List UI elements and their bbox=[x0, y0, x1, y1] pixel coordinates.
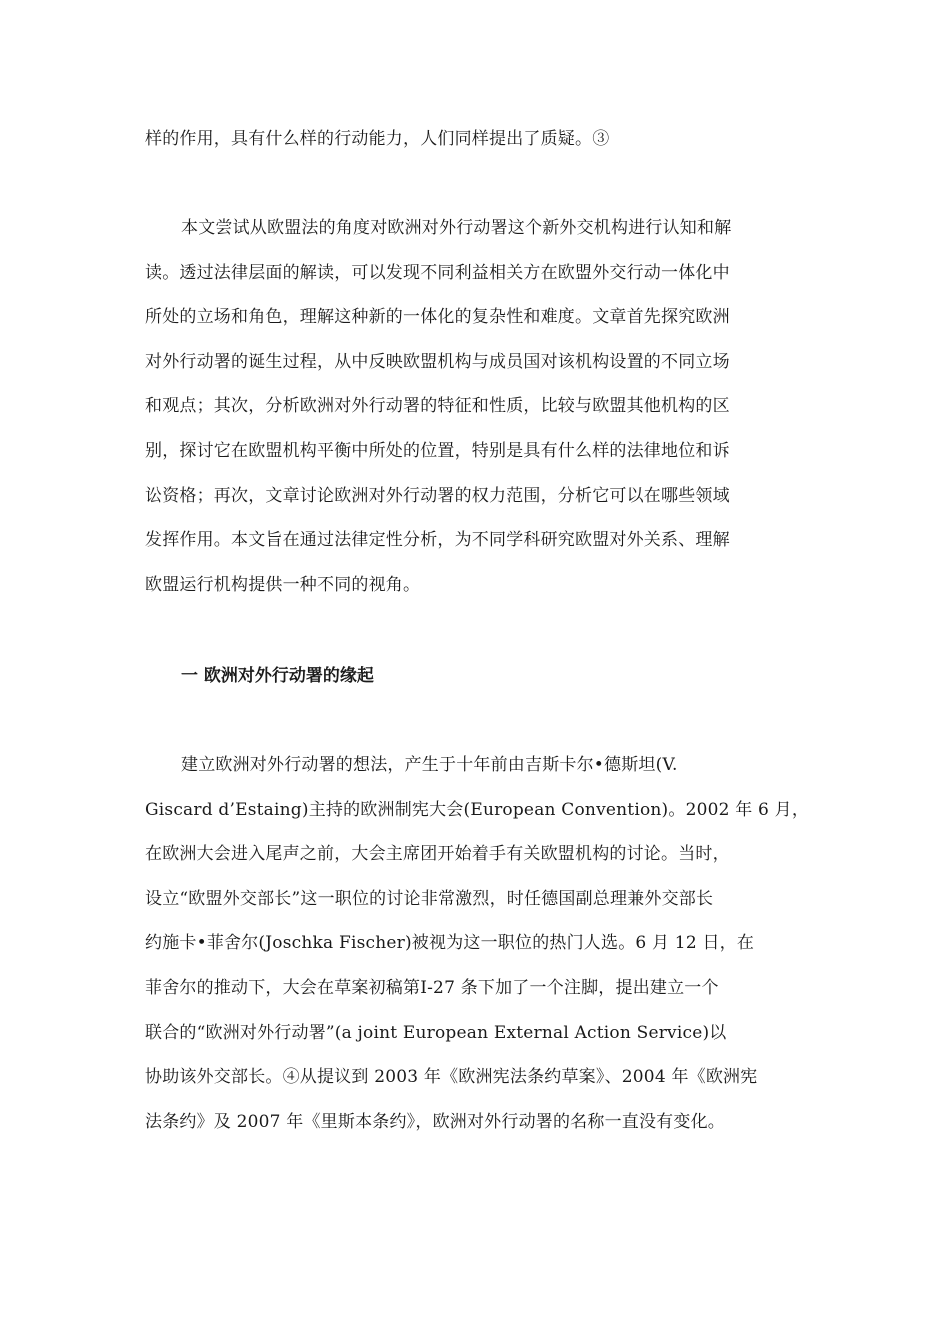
text-line: 欧盟运行机构提供一种不同的视角。 bbox=[145, 575, 421, 595]
text-line: 菲舍尔的推动下，大会在草案初稿第Ⅰ-27 条下加了一个注脚，提出建立一个 bbox=[145, 978, 719, 998]
text-line: 对外行动署的诞生过程，从中反映欧盟机构与成员国对该机构设置的不同立场 bbox=[145, 352, 730, 372]
text-line: 联合的“欧洲对外行动署”(a joint European External Action Service)以 bbox=[145, 1023, 727, 1043]
text-line: 约施卡•菲舍尔(Joschka Fischer)被视为这一职位的热门人选。6 月 12 日，在 bbox=[145, 933, 755, 953]
text-line: 讼资格；再次，文章讨论欧洲对外行动署的权力范围，分析它可以在哪些领域 bbox=[145, 486, 730, 506]
text-line: 别，探讨它在欧盟机构平衡中所处的位置，特别是具有什么样的法律地位和诉 bbox=[145, 441, 730, 461]
text-line: Giscard d’Estaing)主持的欧洲制宪大会(European Convention)。2002 年 6 月， bbox=[145, 800, 810, 820]
text-line: 和观点；其次，分析欧洲对外行动署的特征和性质，比较与欧盟其他机构的区 bbox=[145, 396, 730, 416]
text-line: 样的作用，具有什么样的行动能力，人们同样提出了质疑。③ bbox=[145, 129, 610, 149]
text-line: 所处的立场和角色，理解这种新的一体化的复杂性和难度。文章首先探究欧洲 bbox=[145, 307, 730, 327]
section-heading: 一 欧洲对外行动署的缘起 bbox=[181, 666, 374, 686]
text-line: 读。透过法律层面的解读，可以发现不同利益相关方在欧盟外交行动一体化中 bbox=[145, 263, 730, 283]
text-line: 协助该外交部长。④从提议到 2003 年《欧洲宪法条约草案》、2004 年《欧洲宪 bbox=[145, 1067, 758, 1087]
text-line: 设立“欧盟外交部长”这一职位的讨论非常激烈，时任德国副总理兼外交部长 bbox=[145, 889, 714, 909]
text-line: 本文尝试从欧盟法的角度对欧洲对外行动署这个新外交机构进行认知和解 bbox=[181, 218, 732, 238]
text-line: 法条约》及 2007 年《里斯本条约》，欧洲对外行动署的名称一直没有变化。 bbox=[145, 1112, 725, 1132]
text-line: 在欧洲大会进入尾声之前，大会主席团开始着手有关欧盟机构的讨论。当时， bbox=[145, 844, 730, 864]
text-line: 发挥作用。本文旨在通过法律定性分析，为不同学科研究欧盟对外关系、理解 bbox=[145, 530, 730, 550]
text-line: 建立欧洲对外行动署的想法，产生于十年前由吉斯卡尔•德斯坦(V. bbox=[181, 755, 678, 775]
